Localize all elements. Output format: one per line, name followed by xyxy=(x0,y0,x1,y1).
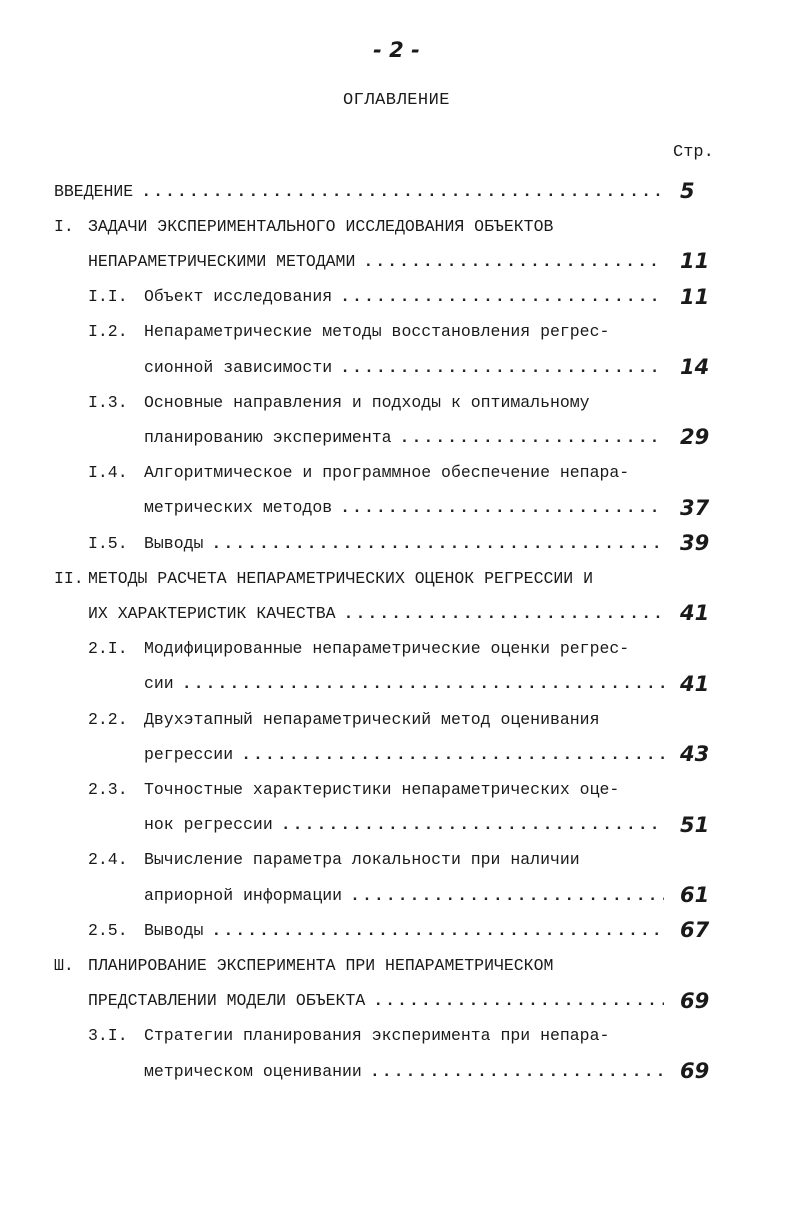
toc-entry-title: сии xyxy=(144,674,174,694)
toc-entry-title: ПРЕДСТАВЛЕНИИ МОДЕЛИ ОБЪЕКТА xyxy=(88,991,366,1011)
toc-line xyxy=(88,209,720,243)
toc-page-number: 11 xyxy=(680,249,710,274)
toc-line xyxy=(144,913,668,947)
toc-line xyxy=(144,772,720,806)
toc-entry-number: 2.2. xyxy=(88,709,128,729)
toc-page-number: 41 xyxy=(680,671,710,696)
toc-entry-title: Выводы xyxy=(144,533,204,553)
toc-entry-title: Непараметрические методы восстановления регрес- xyxy=(144,322,610,342)
page-title: ОГЛАВЛЕНИЕ xyxy=(342,91,451,110)
dot-leader xyxy=(241,745,664,764)
toc-entry-title: ИХ ХАРАКТЕРИСТИК КАЧЕСТВА xyxy=(88,603,336,623)
toc-page-number: 11 xyxy=(680,284,710,309)
toc-entry-title: Точностные характеристики непараметрических оце- xyxy=(144,779,620,799)
toc-entry-title: сионной зависимости xyxy=(144,357,333,377)
toc-entry-title: МЕТОДЫ РАСЧЕТА НЕПАРАМЕТРИЧЕСКИХ ОЦЕНОК РЕГРЕССИИ И xyxy=(88,568,593,588)
toc-line xyxy=(144,385,720,419)
page-number: - 2 - xyxy=(373,38,420,62)
toc-page-number: 43 xyxy=(680,742,710,767)
dot-leader xyxy=(363,252,664,271)
dot-leader xyxy=(281,815,664,834)
toc-entry-title: ВВЕДЕНИЕ xyxy=(54,181,134,201)
toc-line xyxy=(144,456,720,490)
toc-line xyxy=(144,420,668,454)
toc-line xyxy=(144,1019,720,1053)
toc-entry-title: НЕПАРАМЕТРИЧЕСКИМИ МЕТОДАМИ xyxy=(88,251,356,271)
toc-page-number: 69 xyxy=(680,988,710,1013)
dot-leader xyxy=(141,182,664,201)
toc-line xyxy=(144,526,668,560)
toc-entry-number: 2.5. xyxy=(88,920,128,940)
toc-entry-number: 2.3. xyxy=(88,779,128,799)
toc-page-number: 51 xyxy=(680,812,710,837)
toc-entry-title: планированию эксперимента xyxy=(144,427,392,447)
toc-line xyxy=(144,737,668,771)
dot-leader xyxy=(182,674,664,693)
dot-leader xyxy=(211,534,664,553)
toc-entry-number: 3.I. xyxy=(88,1026,128,1046)
toc-entry-title: нок регрессии xyxy=(144,815,273,835)
toc-entry-title: Алгоритмическое и программное обеспечение непара- xyxy=(144,463,630,483)
toc-entry-title: метрическом оценивании xyxy=(144,1061,362,1081)
toc-line xyxy=(144,315,720,349)
dot-leader xyxy=(370,1062,664,1081)
toc-entry-title: метрических методов xyxy=(144,498,333,518)
toc-line xyxy=(144,702,720,736)
toc-page-number: 69 xyxy=(680,1059,710,1083)
toc-page-number: 67 xyxy=(680,918,710,943)
toc-line xyxy=(144,878,668,912)
toc-entry-title: Модифицированные непараметрические оценки регрес- xyxy=(144,639,630,659)
toc-entry-title: априорной информации xyxy=(144,885,343,905)
toc-line xyxy=(88,561,720,595)
dot-leader xyxy=(340,287,664,306)
toc-entry-number: I.5. xyxy=(88,533,128,553)
toc-entry-title: ЗАДАЧИ ЭКСПЕРИМЕНТАЛЬНОГО ИССЛЕДОВАНИЯ ОБЪЕКТОВ xyxy=(88,216,554,236)
toc-entry-number: I. xyxy=(54,216,74,236)
toc-line xyxy=(88,984,668,1018)
dot-leader xyxy=(373,991,664,1010)
toc-line xyxy=(88,596,668,630)
toc-entry-number: I.4. xyxy=(88,463,128,483)
toc-line xyxy=(144,632,720,666)
toc-entry-title: Выводы xyxy=(144,920,204,940)
toc-entry-title: Объект исследования xyxy=(144,287,333,307)
dot-leader xyxy=(350,886,664,905)
toc-page-number: 37 xyxy=(680,495,710,520)
toc-entry-title: Стратегии планирования эксперимента при непара- xyxy=(144,1026,610,1046)
dot-leader xyxy=(340,498,664,517)
dot-leader xyxy=(211,921,664,940)
toc-entry-number: 2.4. xyxy=(88,850,128,870)
toc-entry-number: II. xyxy=(54,568,84,588)
toc-page-number: 29 xyxy=(680,425,710,450)
dot-leader xyxy=(344,604,664,623)
page-column-label: Стр. xyxy=(673,143,714,162)
toc-line xyxy=(144,1054,668,1088)
toc-entry-number: I.2. xyxy=(88,322,128,342)
toc-entry-title: Вычисление параметра локальности при наличии xyxy=(144,850,580,870)
toc-line xyxy=(144,843,720,877)
toc-page-number: 39 xyxy=(680,531,710,555)
toc-line xyxy=(88,244,668,278)
toc-entry-number: Ш. xyxy=(54,955,74,975)
toc-entry-title: Двухэтапный непараметрический метод оценивания xyxy=(144,709,600,729)
toc-line xyxy=(144,491,668,525)
toc-line xyxy=(144,280,668,314)
toc-entry-title: ПЛАНИРОВАНИЕ ЭКСПЕРИМЕНТА ПРИ НЕПАРАМЕТРИЧЕСКОМ xyxy=(88,955,554,975)
toc-line xyxy=(144,350,668,384)
toc-page-number: 41 xyxy=(680,601,710,626)
toc-line xyxy=(144,808,668,842)
toc-entry-title: Основные направления и подходы к оптимальному xyxy=(144,392,590,412)
toc-line xyxy=(54,174,668,208)
toc-line xyxy=(144,667,668,701)
toc-page-number: 61 xyxy=(680,883,710,907)
toc-page-number: 5 xyxy=(680,179,695,203)
toc-page-number: 14 xyxy=(680,355,710,379)
toc-entry-title: регрессии xyxy=(144,744,234,764)
toc-entry-number: I.I. xyxy=(88,287,128,307)
dot-leader xyxy=(400,428,664,447)
toc-line xyxy=(88,948,720,982)
dot-leader xyxy=(340,358,664,377)
toc-entry-number: I.3. xyxy=(88,392,128,412)
toc-entry-number: 2.I. xyxy=(88,639,128,659)
